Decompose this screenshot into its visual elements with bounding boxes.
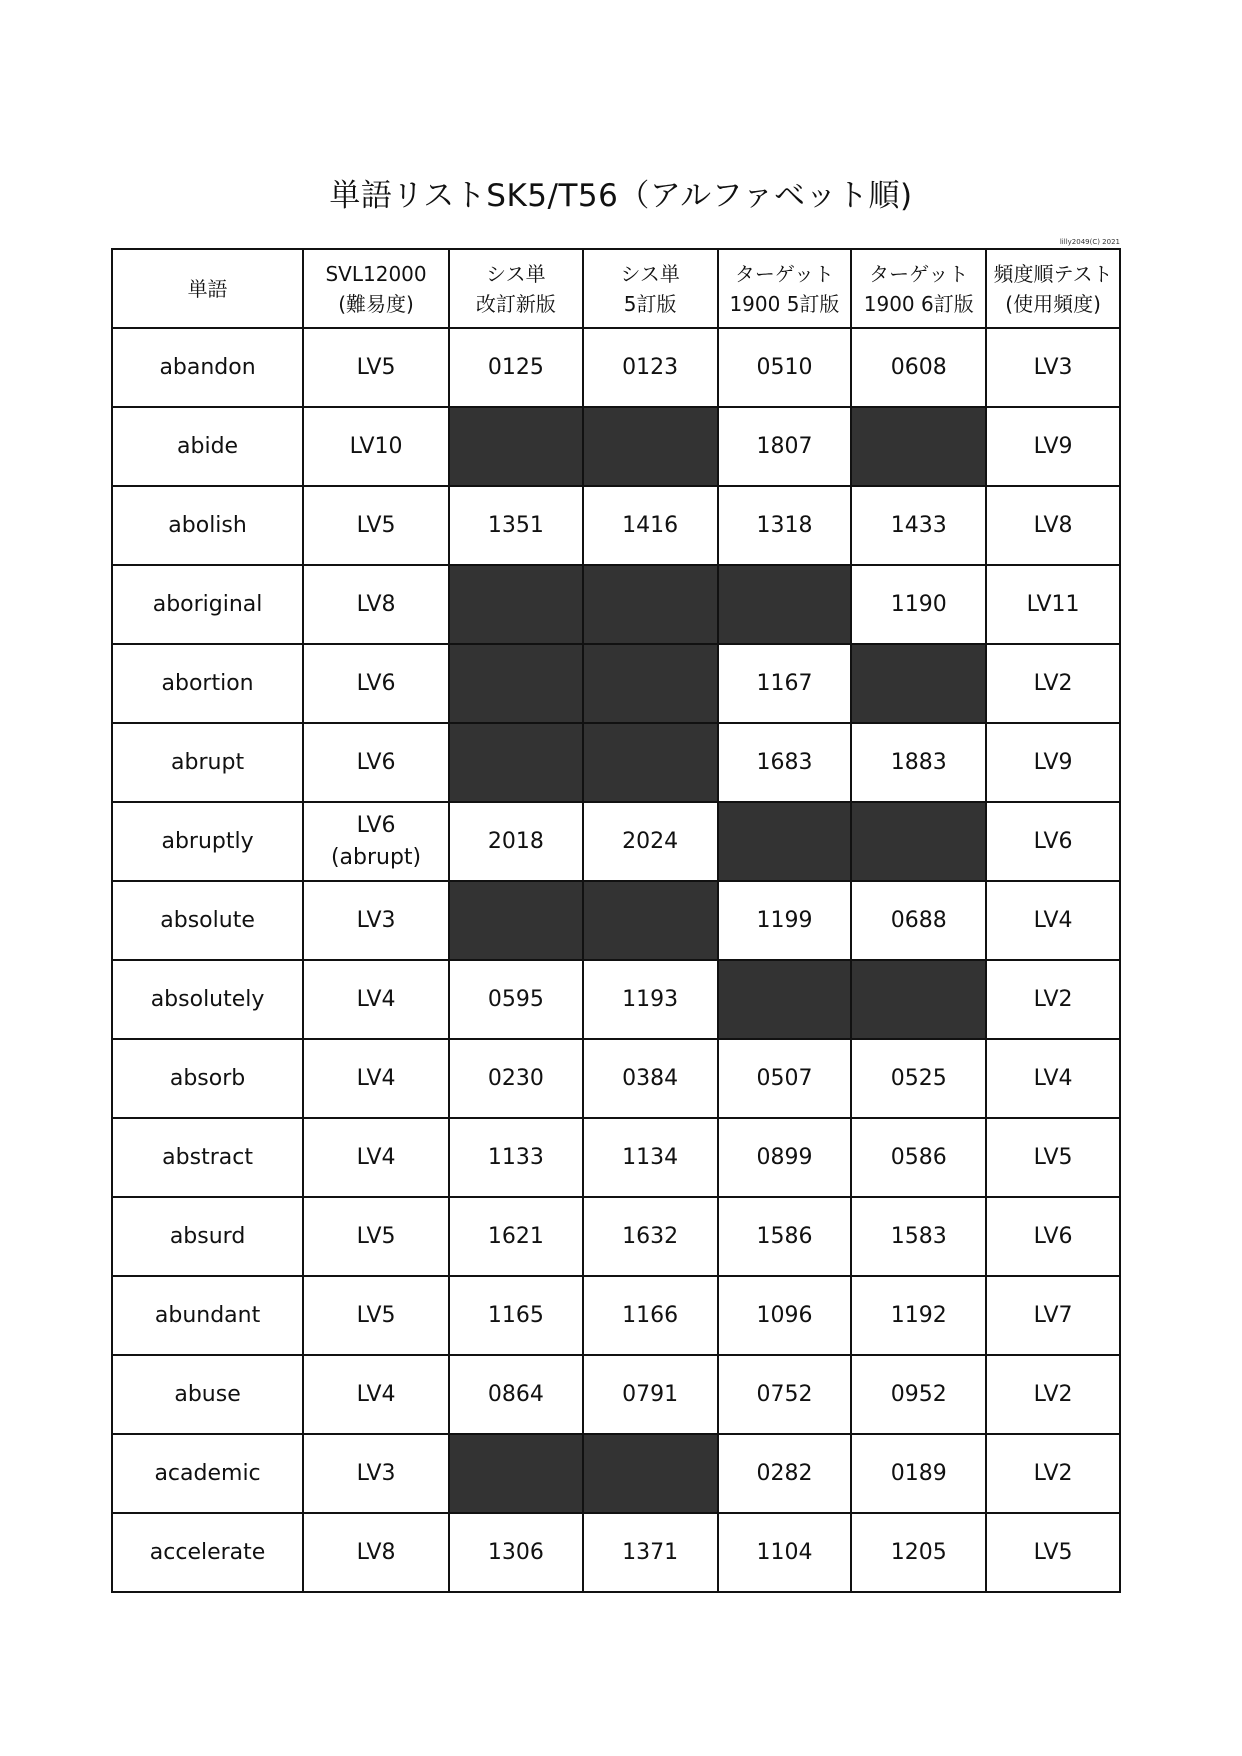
word-cell: absolutely bbox=[112, 960, 303, 1039]
word-cell: absolute bbox=[112, 881, 303, 960]
blank-cell bbox=[449, 723, 583, 802]
shisu-5-cell: 0791 bbox=[583, 1355, 718, 1434]
word-cell: abrupt bbox=[112, 723, 303, 802]
blank-cell bbox=[583, 407, 718, 486]
target-5-cell: 1199 bbox=[718, 881, 852, 960]
word-cell: absorb bbox=[112, 1039, 303, 1118]
svl-cell: LV5 bbox=[303, 1197, 449, 1276]
svl-cell: LV10 bbox=[303, 407, 449, 486]
target-5-cell: 1807 bbox=[718, 407, 852, 486]
frequency-cell: LV4 bbox=[986, 1039, 1120, 1118]
shisu-new-cell: 1306 bbox=[449, 1513, 583, 1592]
shisu-new-cell: 1165 bbox=[449, 1276, 583, 1355]
column-header-svl: SVL12000 (難易度) bbox=[303, 249, 449, 328]
table-row bbox=[112, 802, 1120, 881]
target-6-cell: 0586 bbox=[851, 1118, 986, 1197]
shisu-new-cell: 0595 bbox=[449, 960, 583, 1039]
svl-cell: LV5 bbox=[303, 486, 449, 565]
blank-cell bbox=[583, 723, 718, 802]
frequency-cell: LV5 bbox=[986, 1513, 1120, 1592]
svl-cell: LV4 bbox=[303, 1118, 449, 1197]
target-6-cell: 1583 bbox=[851, 1197, 986, 1276]
word-list-table bbox=[111, 248, 1121, 1593]
svl-cell: LV8 bbox=[303, 1513, 449, 1592]
svl-cell: LV4 bbox=[303, 1355, 449, 1434]
shisu-new-cell: 0864 bbox=[449, 1355, 583, 1434]
table-row bbox=[112, 960, 1120, 1039]
svl-cell: LV5 bbox=[303, 1276, 449, 1355]
svl-cell: LV6 bbox=[303, 644, 449, 723]
table-row bbox=[112, 1197, 1120, 1276]
blank-cell bbox=[449, 881, 583, 960]
blank-cell bbox=[583, 1434, 718, 1513]
svl-cell: LV6 (abrupt) bbox=[303, 802, 449, 881]
frequency-cell: LV2 bbox=[986, 1434, 1120, 1513]
blank-cell bbox=[718, 565, 852, 644]
target-5-cell: 1104 bbox=[718, 1513, 852, 1592]
word-cell: abuse bbox=[112, 1355, 303, 1434]
column-header-target-6: ターゲット 1900 6訂版 bbox=[851, 249, 986, 328]
frequency-cell: LV3 bbox=[986, 328, 1120, 407]
shisu-new-cell: 1351 bbox=[449, 486, 583, 565]
table-row bbox=[112, 328, 1120, 407]
svl-cell: LV4 bbox=[303, 960, 449, 1039]
frequency-cell: LV6 bbox=[986, 802, 1120, 881]
frequency-cell: LV2 bbox=[986, 644, 1120, 723]
frequency-cell: LV2 bbox=[986, 960, 1120, 1039]
page-title: 単語リストSK5/T56（アルファベット順) bbox=[329, 178, 913, 214]
target-6-cell: 0688 bbox=[851, 881, 986, 960]
blank-cell bbox=[449, 565, 583, 644]
table-row bbox=[112, 1039, 1120, 1118]
word-cell: abolish bbox=[112, 486, 303, 565]
table-row bbox=[112, 565, 1120, 644]
blank-cell bbox=[583, 881, 718, 960]
table-header-row bbox=[112, 249, 1120, 328]
frequency-cell: LV2 bbox=[986, 1355, 1120, 1434]
shisu-5-cell: 1632 bbox=[583, 1197, 718, 1276]
table-row bbox=[112, 486, 1120, 565]
blank-cell bbox=[851, 644, 986, 723]
blank-cell bbox=[851, 407, 986, 486]
word-cell: abandon bbox=[112, 328, 303, 407]
word-cell: academic bbox=[112, 1434, 303, 1513]
target-5-cell: 1318 bbox=[718, 486, 852, 565]
word-cell: absurd bbox=[112, 1197, 303, 1276]
shisu-new-cell: 1133 bbox=[449, 1118, 583, 1197]
shisu-5-cell: 1416 bbox=[583, 486, 718, 565]
svl-cell: LV3 bbox=[303, 881, 449, 960]
blank-cell bbox=[583, 565, 718, 644]
table-row bbox=[112, 723, 1120, 802]
target-5-cell: 0752 bbox=[718, 1355, 852, 1434]
svl-cell: LV4 bbox=[303, 1039, 449, 1118]
svl-cell: LV3 bbox=[303, 1434, 449, 1513]
word-cell: abruptly bbox=[112, 802, 303, 881]
table-row bbox=[112, 1355, 1120, 1434]
word-cell: accelerate bbox=[112, 1513, 303, 1592]
column-header-shisu-5: シス単 5訂版 bbox=[583, 249, 718, 328]
svl-cell: LV6 bbox=[303, 723, 449, 802]
shisu-new-cell: 1621 bbox=[449, 1197, 583, 1276]
table-row bbox=[112, 1434, 1120, 1513]
target-6-cell: 1190 bbox=[851, 565, 986, 644]
word-cell: aboriginal bbox=[112, 565, 303, 644]
target-6-cell: 1192 bbox=[851, 1276, 986, 1355]
column-header-word: 単語 bbox=[112, 249, 303, 328]
target-5-cell: 1586 bbox=[718, 1197, 852, 1276]
target-6-cell: 0189 bbox=[851, 1434, 986, 1513]
word-cell: abstract bbox=[112, 1118, 303, 1197]
shisu-new-cell: 0125 bbox=[449, 328, 583, 407]
svl-note: (abrupt) bbox=[330, 844, 422, 870]
blank-cell bbox=[449, 407, 583, 486]
shisu-5-cell: 1371 bbox=[583, 1513, 718, 1592]
column-header-target-5: ターゲット 1900 5訂版 bbox=[718, 249, 852, 328]
target-6-cell: 0952 bbox=[851, 1355, 986, 1434]
target-5-cell: 0899 bbox=[718, 1118, 852, 1197]
target-5-cell: 0282 bbox=[718, 1434, 852, 1513]
target-5-cell: 1167 bbox=[718, 644, 852, 723]
word-cell: abide bbox=[112, 407, 303, 486]
table-row bbox=[112, 881, 1120, 960]
table-row bbox=[112, 644, 1120, 723]
word-cell: abortion bbox=[112, 644, 303, 723]
table-body bbox=[112, 328, 1120, 1592]
frequency-cell: LV4 bbox=[986, 881, 1120, 960]
shisu-5-cell: 2024 bbox=[583, 802, 718, 881]
shisu-5-cell: 1193 bbox=[583, 960, 718, 1039]
frequency-cell: LV9 bbox=[986, 723, 1120, 802]
blank-cell bbox=[851, 802, 986, 881]
frequency-cell: LV5 bbox=[986, 1118, 1120, 1197]
shisu-5-cell: 0123 bbox=[583, 328, 718, 407]
svl-cell: LV8 bbox=[303, 565, 449, 644]
shisu-new-cell: 0230 bbox=[449, 1039, 583, 1118]
blank-cell bbox=[718, 960, 852, 1039]
table-row bbox=[112, 1118, 1120, 1197]
target-6-cell: 1883 bbox=[851, 723, 986, 802]
shisu-5-cell: 1166 bbox=[583, 1276, 718, 1355]
target-6-cell: 1433 bbox=[851, 486, 986, 565]
shisu-new-cell: 2018 bbox=[449, 802, 583, 881]
frequency-cell: LV9 bbox=[986, 407, 1120, 486]
copyright-note: lilly2049(C) 2021 bbox=[1059, 238, 1120, 246]
column-header-frequency: 頻度順テスト (使用頻度) bbox=[986, 249, 1120, 328]
svl-cell: LV5 bbox=[303, 328, 449, 407]
table-row bbox=[112, 407, 1120, 486]
shisu-5-cell: 1134 bbox=[583, 1118, 718, 1197]
target-5-cell: 0510 bbox=[718, 328, 852, 407]
word-cell: abundant bbox=[112, 1276, 303, 1355]
target-6-cell: 0608 bbox=[851, 328, 986, 407]
target-5-cell: 1683 bbox=[718, 723, 852, 802]
frequency-cell: LV6 bbox=[986, 1197, 1120, 1276]
target-5-cell: 1096 bbox=[718, 1276, 852, 1355]
target-6-cell: 0525 bbox=[851, 1039, 986, 1118]
frequency-cell: LV8 bbox=[986, 486, 1120, 565]
target-6-cell: 1205 bbox=[851, 1513, 986, 1592]
table-row bbox=[112, 1513, 1120, 1592]
frequency-cell: LV7 bbox=[986, 1276, 1120, 1355]
blank-cell bbox=[449, 1434, 583, 1513]
shisu-5-cell: 0384 bbox=[583, 1039, 718, 1118]
table-row bbox=[112, 1276, 1120, 1355]
frequency-cell: LV11 bbox=[986, 565, 1120, 644]
blank-cell bbox=[583, 644, 718, 723]
target-5-cell: 0507 bbox=[718, 1039, 852, 1118]
column-header-shisu-new: シス単 改訂新版 bbox=[449, 249, 583, 328]
blank-cell bbox=[851, 960, 986, 1039]
blank-cell bbox=[449, 644, 583, 723]
blank-cell bbox=[718, 802, 852, 881]
